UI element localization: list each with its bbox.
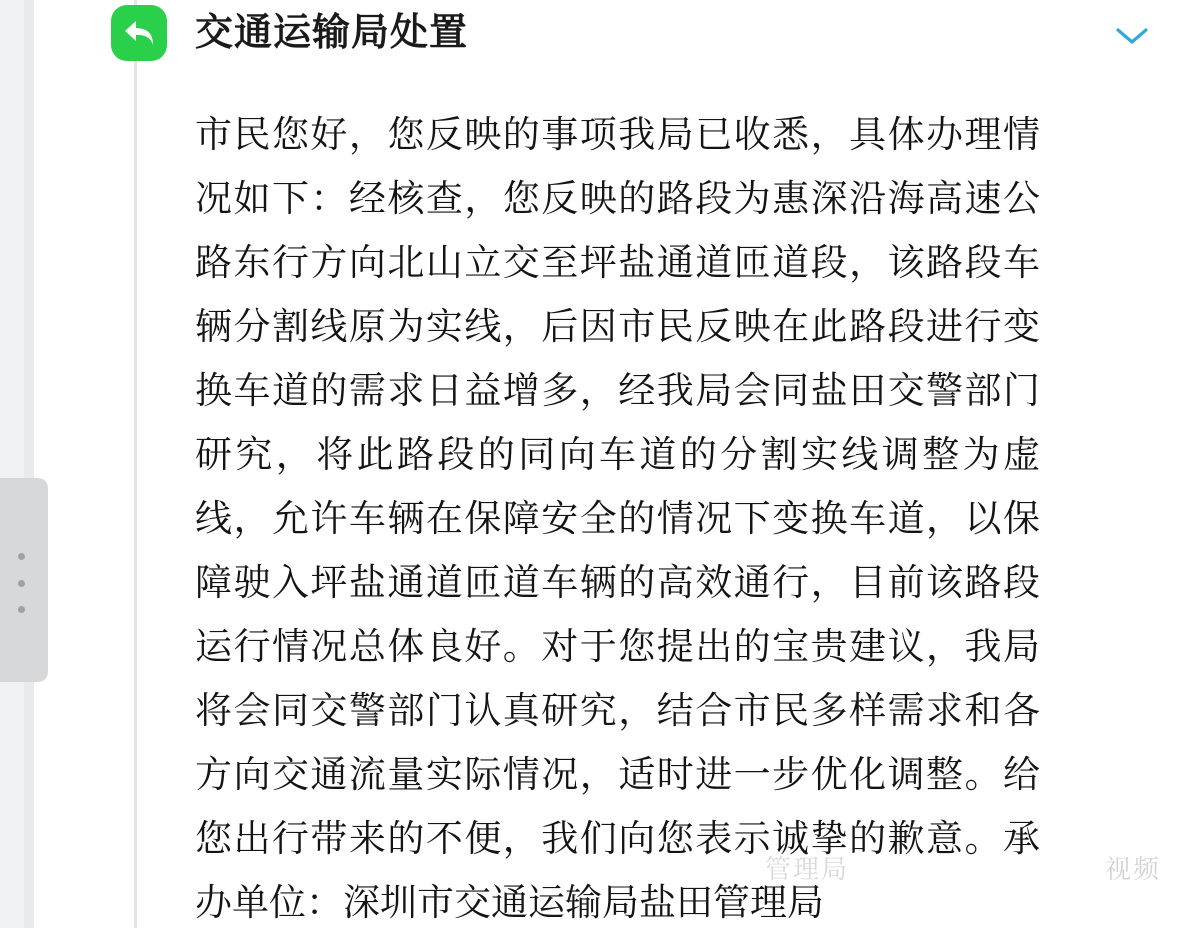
left-gutter-strip-inner <box>24 0 34 928</box>
card-left-rail <box>134 0 137 928</box>
drag-dots-icon[interactable] <box>17 553 25 613</box>
chevron-down-icon[interactable] <box>1110 14 1154 58</box>
page-title: 交通运输局处置 <box>195 12 469 54</box>
message-body: 市民您好，您反映的事项我局已收悉，具体办理情况如下：经核查，您反映的路段为惠深沿海高速公路东行方向北山立交至坪盐通道匝道段，该路段车辆分割线原为实线，后因市民反映在此路段进行变换车道的需求日益增多，经我局会同盐田交警部门研究，将此路段的同向车道的分割实线调整为虚线，允许车辆在保障安全的情况下变换车道，以保障驶入坪盐通道匝道车辆的高效通行，目前该路段运行情况总体良好。对于您提出的宝贵建议，我局将会同交警部门认真研究，结合市民多样需求和各方向交通流量实际情况，适时进一步优化调整。给您出行带来的不便，我们向您表示诚挚的歉意。承办单位：深圳市交通运输局盐田管理局 <box>195 113 1040 924</box>
reply-arrow-icon <box>111 5 167 61</box>
left-gutter-strip <box>0 0 24 928</box>
watermark-left: 管理局 <box>764 855 849 885</box>
message-header <box>100 0 1179 78</box>
watermark-right: 视频 <box>1104 855 1161 885</box>
message-card <box>100 0 1179 928</box>
